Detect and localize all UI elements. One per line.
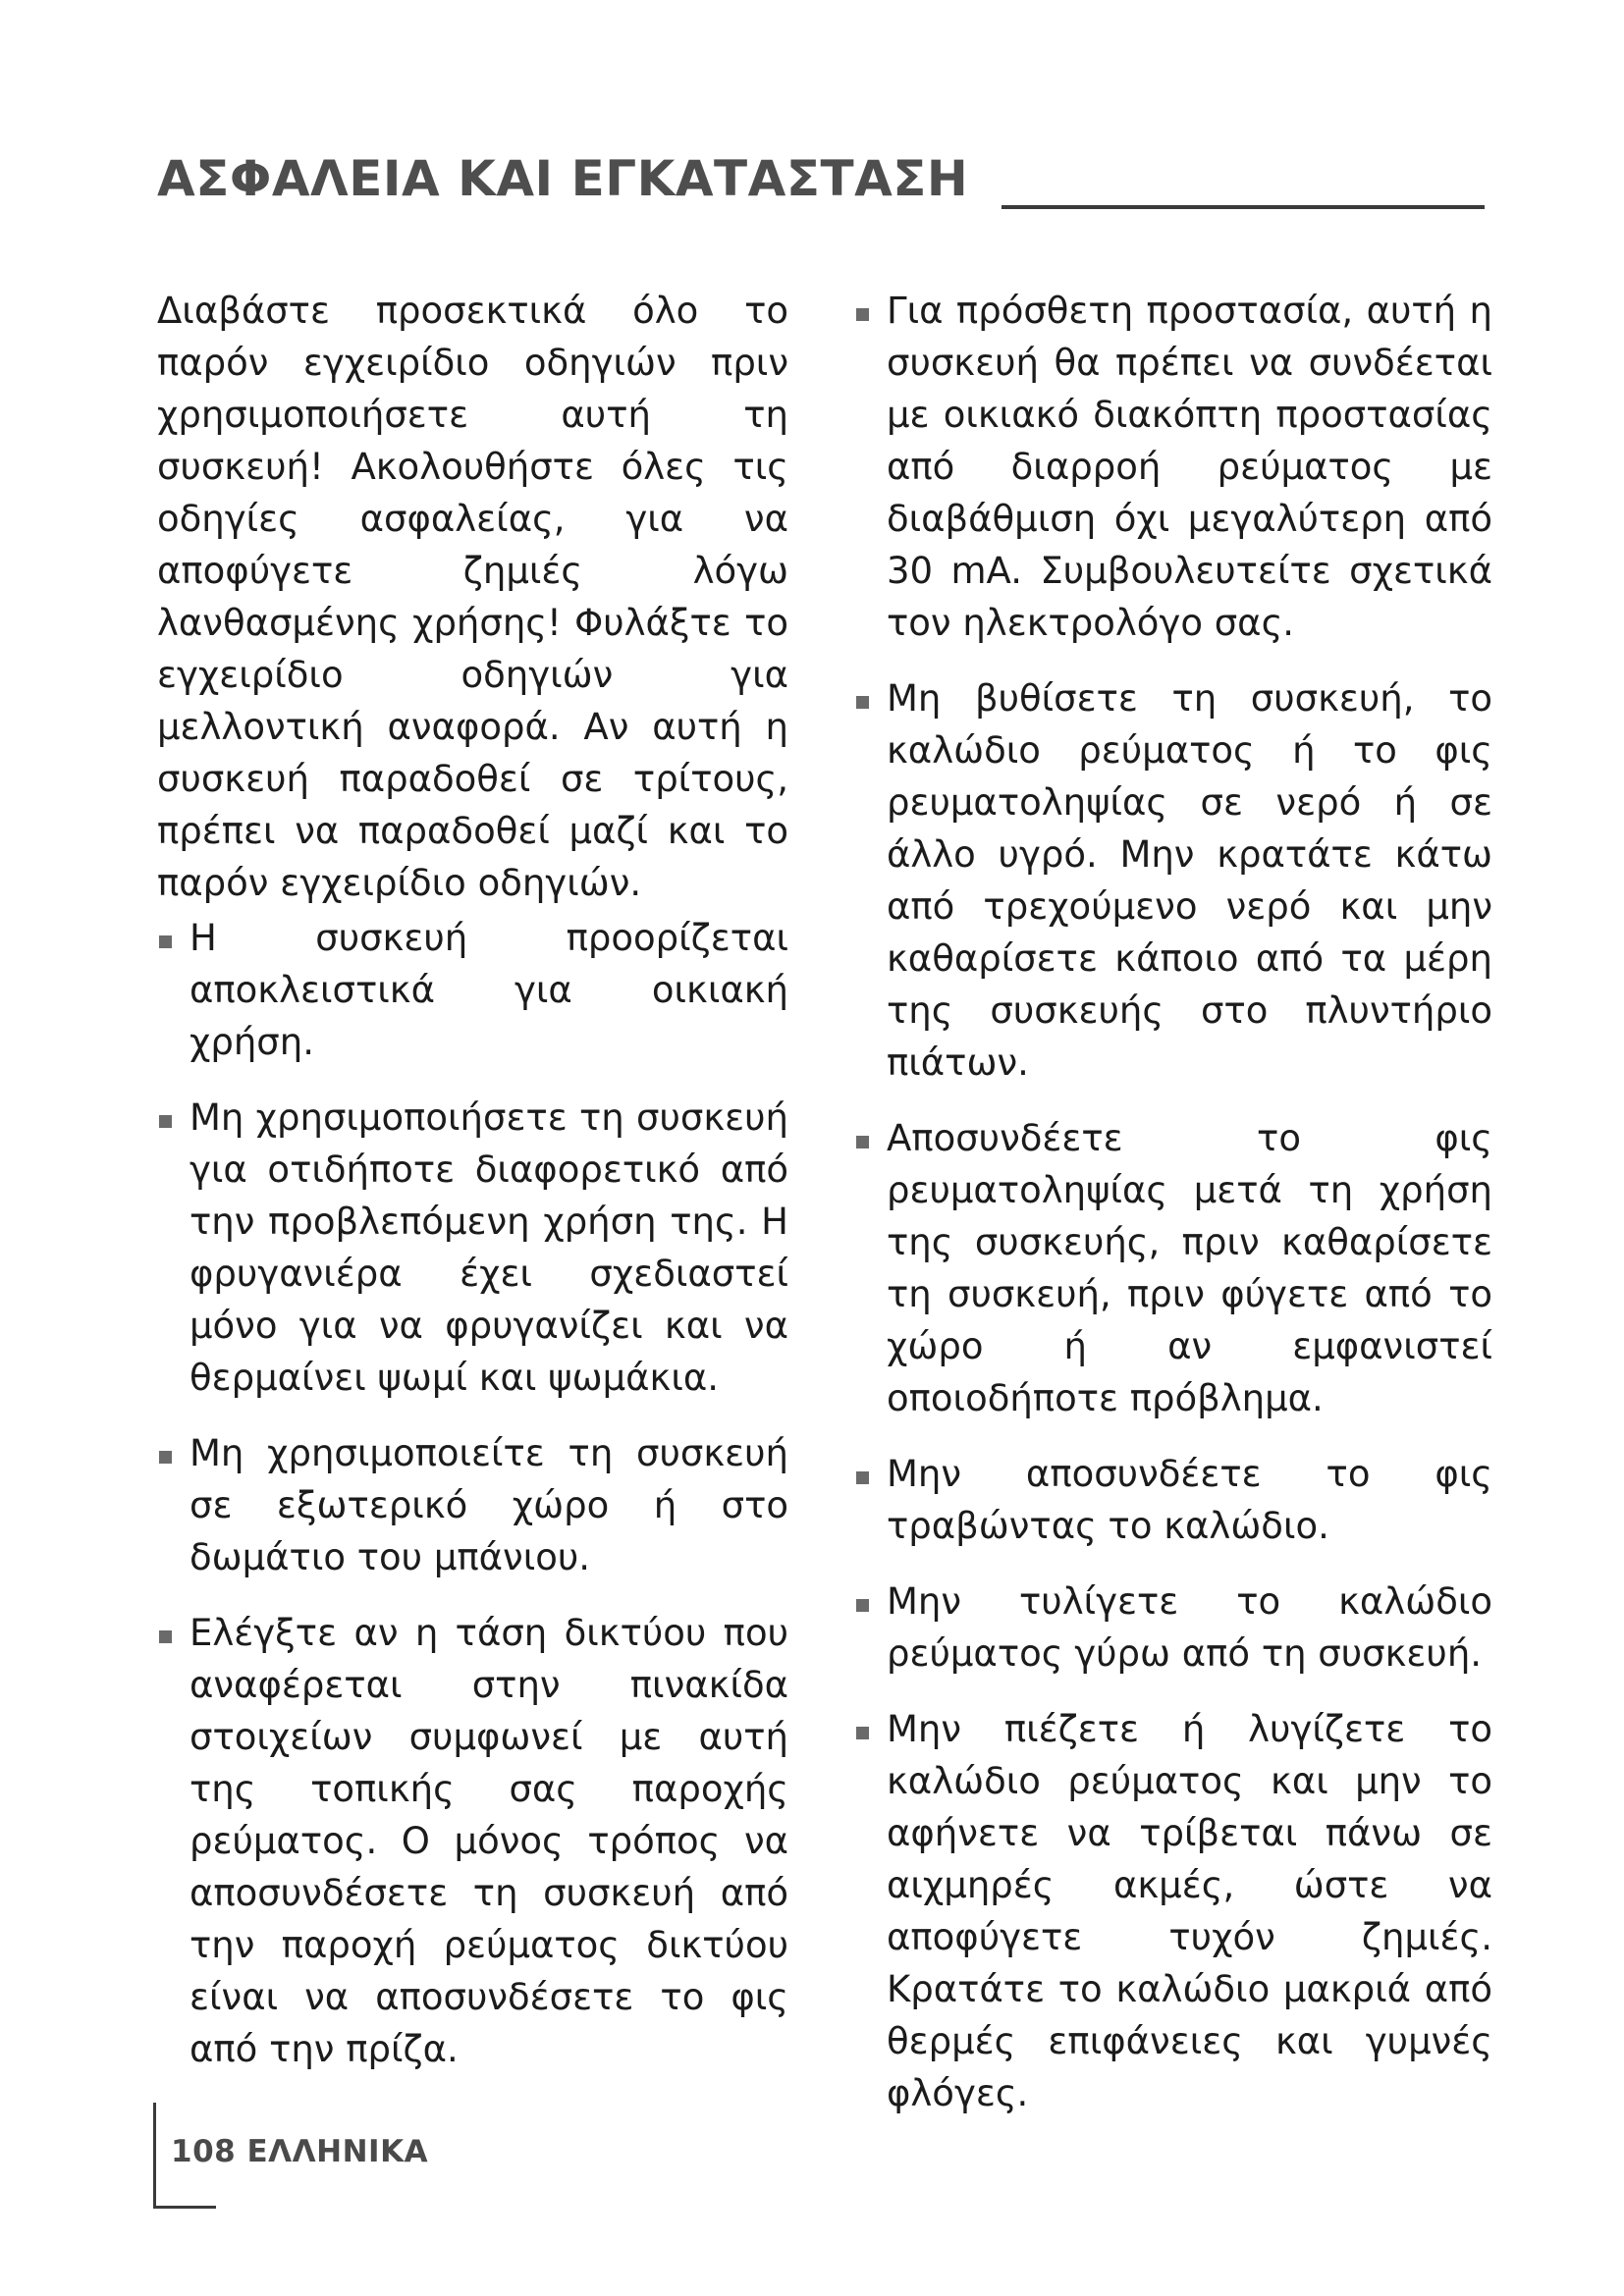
- right-column: [854, 285, 1492, 2143]
- square-bullet-icon: [856, 696, 869, 709]
- list-item-text: Η συσκευή προορίζεται αποκλειστικά για οικιακή χρήση.: [189, 917, 788, 1063]
- square-bullet-icon: [856, 1136, 869, 1148]
- square-bullet-icon: [856, 1471, 869, 1484]
- square-bullet-icon: [856, 1727, 869, 1739]
- list-item-text: Μη βυθίσετε τη συσκευή, το καλώδιο ρεύματος ή το φις ρευματοληψίας σε νερό ή σε άλλο υγρό. Μην κρατάτε κάτω από τρεχούμενο νερό και μην καθαρίσετε κάποιο από τα μέρη της συσκευής στο πλυντήριο πιάτων.: [887, 677, 1492, 1084]
- list-item: [854, 1112, 1492, 1424]
- list-item: [854, 1703, 1492, 2119]
- page-header: [157, 143, 1485, 216]
- footer-corner-horizontal-line: [153, 2206, 216, 2209]
- list-item: [157, 912, 788, 1068]
- square-bullet-icon: [159, 935, 172, 948]
- square-bullet-icon: [159, 1451, 172, 1464]
- list-item-text: Για πρόσθετη προστασία, αυτή η συσκευή θα πρέπει να συνδέεται με οικιακό διακόπτη προστασίας από διαρροή ρεύματος με διαβάθμιση όχι μεγαλύτερη από 30 mA. Συμβουλευτείτε σχετικά τον ηλεκτρολόγο σας.: [887, 290, 1492, 644]
- page-title: ΑΣΦΑΛΕΙΑ ΚΑΙ ΕΓΚΑΤΑΣΤΑΣΗ: [157, 150, 969, 207]
- list-item: [854, 285, 1492, 649]
- list-item-text: Μην τυλίγετε το καλώδιο ρεύματος γύρω από τη συσκευή.: [887, 1580, 1492, 1675]
- page-number-label: 108 ΕΛΛΗΝΙΚΑ: [171, 2134, 429, 2169]
- list-item: [854, 1575, 1492, 1680]
- footer-corner-vertical-line: [153, 2103, 156, 2209]
- list-item-text: Μη χρησιμοποιήσετε τη συσκευή για οτιδήποτε διαφορετικό από την προβλεπόμενη χρήση της. Η φρυγανιέρα έχει σχεδιαστεί μόνο για να φρυγανίζει και να θερμαίνει ψωμί και ψωμάκια.: [189, 1096, 788, 1399]
- header-rule: [1001, 205, 1485, 209]
- list-item: [157, 1607, 788, 2075]
- square-bullet-icon: [159, 1630, 172, 1643]
- square-bullet-icon: [159, 1115, 172, 1128]
- list-item: [854, 1448, 1492, 1552]
- list-item-text: Ελέγξτε αν η τάση δικτύου που αναφέρεται στην πινακίδα στοιχείων συμφωνεί με αυτή της τοπικής σας παροχής ρεύματος. Ο μόνος τρόπος να αποσυνδέσετε τη συσκευή από την παροχή ρεύματος δικτύου είναι να αποσυνδέσετε το φις από την πρίζα.: [189, 1612, 788, 2070]
- page-footer: [153, 2103, 429, 2211]
- list-item-text: Μην πιέζετε ή λυγίζετε το καλώδιο ρεύματος και μην το αφήνετε να τρίβεται πάνω σε αιχμηρές ακμές, ώστε να αποφύγετε τυχόν ζημιές. Κρατάτε το καλώδιο μακριά από θερμές επιφάνειες και γυμνές φλόγες.: [887, 1708, 1492, 2114]
- square-bullet-icon: [856, 1599, 869, 1612]
- list-item: [854, 672, 1492, 1089]
- right-bullet-list: [854, 285, 1492, 2119]
- list-item-text: Μην αποσυνδέετε το φις τραβώντας το καλώδιο.: [887, 1453, 1492, 1547]
- list-item: [157, 1092, 788, 1404]
- intro-paragraph: Διαβάστε προσεκτικά όλο το παρόν εγχειρίδιο οδηγιών πριν χρησιμοποιήσετε αυτή τη συσκευή! Ακολουθήστε όλες τις οδηγίες ασφαλείας, για να αποφύγετε ζημιές λόγω λανθασμένης χρήσης! Φυλάξτε το εγχειρίδιο οδηγιών για μελλοντική αναφορά. Αν αυτή η συσκευή παραδοθεί σε τρίτους, πρέπει να παραδοθεί μαζί και το παρόν εγχειρίδιο οδηγιών.: [157, 290, 788, 904]
- square-bullet-icon: [856, 308, 869, 321]
- list-item-text: Μη χρησιμοποιείτε τη συσκευή σε εξωτερικό χώρο ή στο δωμάτιο του μπάνιου.: [189, 1432, 788, 1578]
- list-item-text: Αποσυνδέετε το φις ρευματοληψίας μετά τη χρήση της συσκευής, πριν καθαρίσετε τη συσκευή, πριν φύγετε από το χώρο ή αν εμφανιστεί οποιοδήποτε πρόβλημα.: [887, 1117, 1492, 1419]
- left-bullet-list: [157, 912, 788, 2075]
- list-item: [157, 1427, 788, 1583]
- left-column: [157, 285, 788, 2099]
